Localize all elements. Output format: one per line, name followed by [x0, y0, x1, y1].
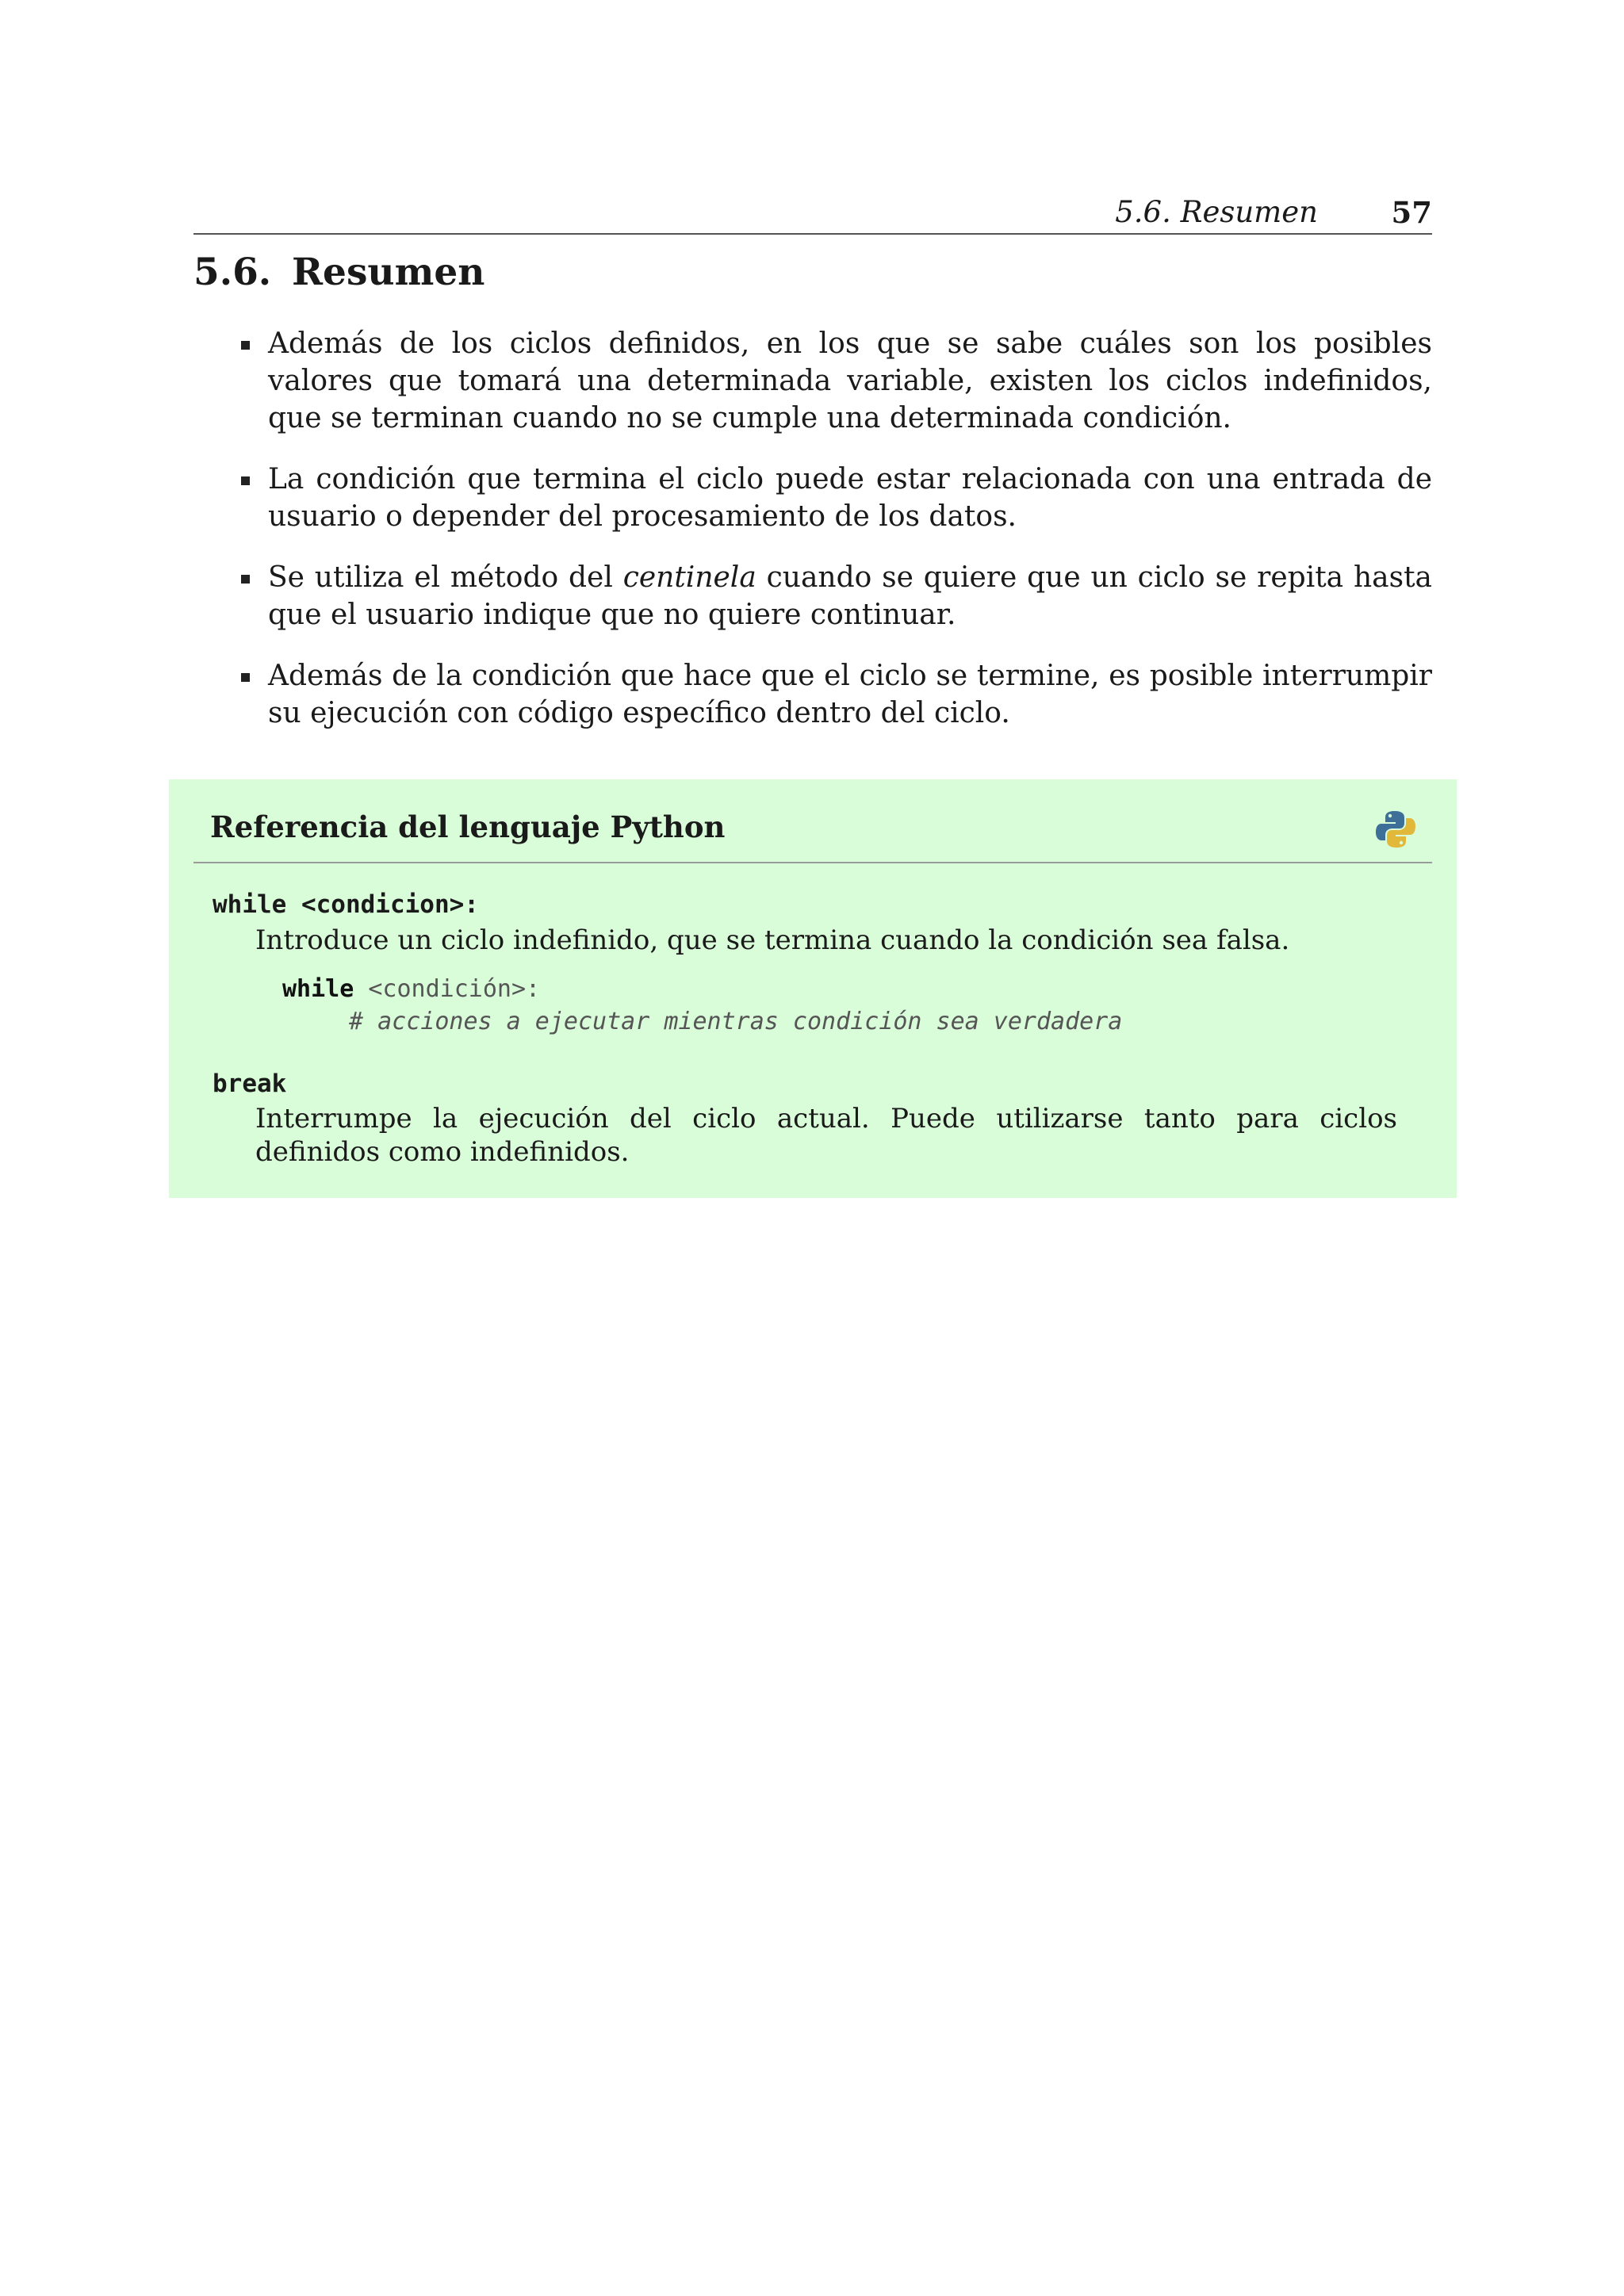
list-item-text-after: cuando se quiere que un ciclo se repita hasta que el usuario indique que no quiere continuar.: [268, 561, 1433, 631]
summary-list: [193, 325, 1432, 756]
reference-description-while: Introduce un ciclo indefinido, que se termina cuando la condición sea falsa.: [255, 924, 1290, 956]
square-bullet-icon: [241, 673, 250, 682]
list-item-text: La condición que termina el ciclo puede estar relacionada con una entrada de usuario o depender del procesamiento de los datos.: [268, 463, 1432, 533]
python-logo-icon: [1374, 808, 1417, 851]
code-keyword: while: [282, 975, 354, 1003]
header-section-name: 5.6. Resumen: [1115, 195, 1318, 229]
code-line-while: [282, 975, 540, 1003]
square-bullet-icon: [241, 476, 250, 485]
list-item-text: Además de los ciclos definidos, en los que se sabe cuáles son los posibles valores que tomará una determinada variable, existen los ciclos indefinidos, que se terminan cuando no se cumple una determinada condición.: [268, 327, 1432, 434]
list-item: [193, 657, 1432, 732]
list-item-emphasis: centinela: [622, 561, 756, 594]
python-reference-box: [169, 779, 1457, 1198]
page-number: 57: [1391, 195, 1432, 230]
list-item: [193, 325, 1432, 437]
list-item: [193, 461, 1432, 535]
running-header: [193, 193, 1432, 235]
list-item: [193, 559, 1432, 633]
list-item-text-before: Se utiliza el método del: [268, 561, 623, 594]
reference-divider: [193, 862, 1432, 863]
code-placeholder: <condición>:: [354, 975, 541, 1003]
reference-description-break: Interrumpe la ejecución del ciclo actual. Puede utilizarse tanto para ciclos definidos como indefinidos.: [255, 1103, 1397, 1168]
code-comment: # acciones a ejecutar mientras condición sea verdadera: [349, 1008, 1123, 1035]
section-number: 5.6.: [193, 251, 272, 294]
reference-term-while: while <condicion>:: [213, 890, 479, 919]
reference-title: Referencia del lenguaje Python: [210, 809, 726, 844]
reference-term-break: break: [213, 1070, 287, 1098]
section-heading: [193, 251, 485, 294]
square-bullet-icon: [241, 341, 250, 350]
list-item-text: Además de la condición que hace que el ciclo se termine, es posible interrumpir su ejecución con código específico dentro del ciclo.: [268, 660, 1432, 729]
square-bullet-icon: [241, 575, 250, 584]
section-title: Resumen: [292, 251, 485, 294]
